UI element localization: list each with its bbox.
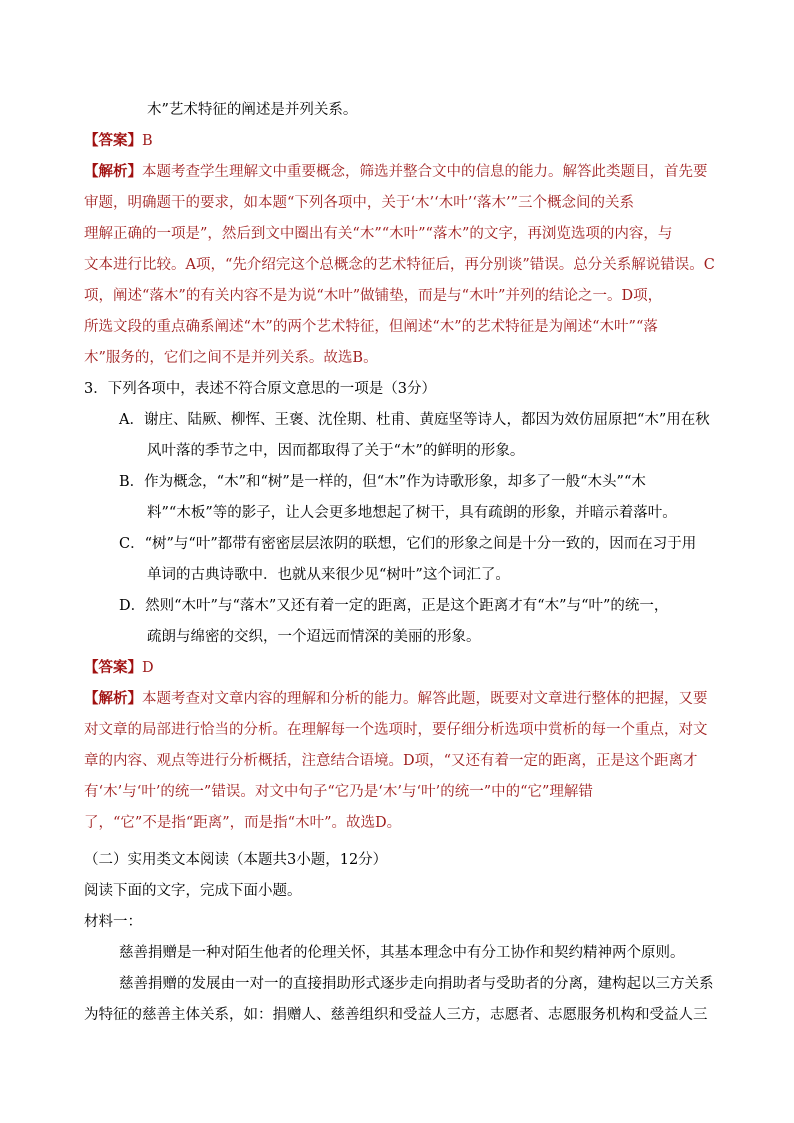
answer-tag: 【答案】: [84, 132, 142, 149]
intro-line: 木”艺术特征的阐述是并列关系。: [147, 102, 358, 118]
q2-analysis-line: 文本进行比较。A项，“先介绍完这个总概念的艺术特征后，再分别谈”错误。总分关系解说错误。C: [84, 257, 715, 273]
q3-stem: 3．下列各项中，表述不符合原文意思的一项是（3分）: [84, 381, 436, 397]
q3-option-c-cont: 单词的古典诗歌中．也就从来很少见“树叶”这个词汇了。: [147, 567, 510, 583]
q2-analysis-line: 理解正确的一项是”，然后到文中圈出有关“木”“木叶”“落木”的文字，再浏览选项的内容，与: [84, 226, 673, 242]
q2-analysis-line: 【解析】本题考查学生理解文中重要概念，筛选并整合文中的信息的能力。解答此类题目，首先要: [84, 163, 708, 180]
section-heading: （二）实用类文本阅读（本题共3小题，12分）: [84, 852, 388, 868]
q3-analysis-line: 有‘木’与‘叶’的统一”错误。对文中句子“它乃是‘木’与‘叶’的统一”中的“它”理解错: [84, 784, 593, 800]
q3-analysis-line: 【解析】本题考查对文章内容的理解和分析的能力。解答此题，既要对文章进行整体的把握，又要: [84, 690, 708, 707]
q3-answer: [84, 658, 154, 678]
q3-analysis-line: 章的内容、观点等进行分析概括，注意结合语境。D项，“又还有着一定的距离，正是这个距离才: [84, 753, 698, 769]
q2-analysis-line: 所选文段的重点确系阐述“木”的两个艺术特征，但阐述“木”的艺术特征是为阐述“木叶”“落: [84, 319, 658, 335]
answer-value: D: [142, 660, 154, 676]
q3-option-b: B．作为概念，“木”和“树”是一样的，但“木”作为诗歌形象，却多了一般“木头”“木: [119, 474, 646, 490]
q2-analysis-line: 木”服务的，它们之间不是并列关系。故选B。: [84, 350, 378, 366]
q3-option-d: D．然则“木叶”与“落木”又还有着一定的距离，正是这个距离才有“木”与“叶”的统一，: [119, 598, 669, 614]
material-paragraph: 为特征的慈善主体关系，如：捐赠人、慈善组织和受益人三方，志愿者、志愿服务机构和受益人三: [84, 1007, 708, 1023]
q3-option-a-cont: 风叶落的季节之中，因而都取得了关于“木”的鲜明的形象。: [147, 443, 525, 459]
q2-answer: [84, 131, 153, 151]
answer-value: B: [142, 133, 153, 149]
q2-analysis-line: 审题，明确题干的要求，如本题“下列各项中，关于‘木’‘木叶’‘落木’”三个概念间的关系: [84, 195, 634, 211]
analysis-tag: 【解析】: [84, 690, 142, 707]
material-label: 材料一：: [84, 914, 142, 930]
q3-option-d-cont: 疏朗与绵密的交织，一个迢远而情深的美丽的形象。: [147, 629, 481, 645]
q3-option-c: C．“树”与“叶”都带有密密层层浓阴的联想，它们的形象之间是十分一致的，因而在习于用: [119, 536, 697, 552]
q3-analysis-line: 对文章的局部进行恰当的分析。在理解每一个选项时，要仔细分析选项中赏析的每一个重点，对文: [84, 722, 708, 738]
material-paragraph: 慈善捐赠的发展由一对一的直接捐助形式逐步走向捐助者与受助者的分离，建构起以三方关系: [119, 976, 714, 992]
analysis-tag: 【解析】: [84, 163, 142, 180]
q2-analysis-line: 项，阐述“落木”的有关内容不是为说“木叶”做铺垫，而是与“木叶”并列的结论之一。D项，: [84, 288, 663, 304]
q3-analysis-line: 了，“它”不是指“距离”，而是指“木叶”。故选D。: [84, 815, 402, 831]
q3-option-a: A．谢庄、陆厥、柳恽、王褒、沈佺期、杜甫、黄庭坚等诗人，都因为效仿屈原把“木”用在秋: [119, 412, 710, 428]
answer-tag: 【答案】: [84, 659, 142, 676]
section-instruction: 阅读下面的文字，完成下面小题。: [84, 883, 302, 899]
material-paragraph: 慈善捐赠是一种对陌生他者的伦理关怀，其基本理念中有分工协作和契约精神两个原则。: [119, 945, 685, 961]
q3-option-b-cont: 料”“木板”等的影子，让人会更多地想起了树干，具有疏朗的形象，并暗示着落叶。: [147, 505, 677, 521]
